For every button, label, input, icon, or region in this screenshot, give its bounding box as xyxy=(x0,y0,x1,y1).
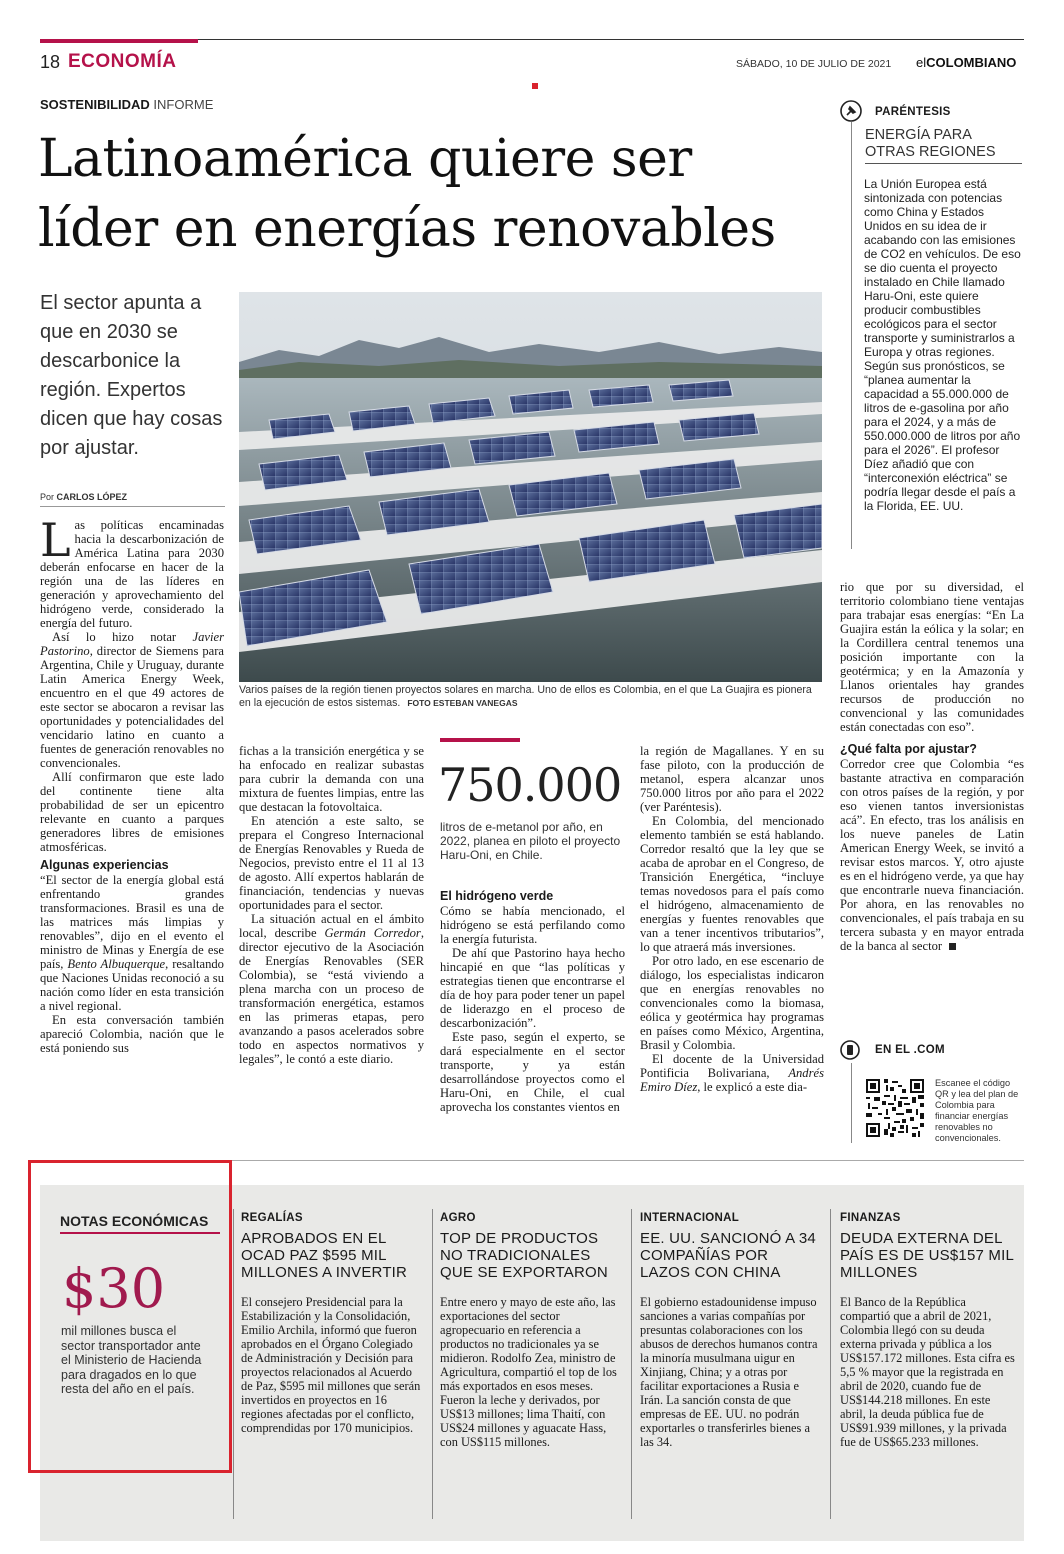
col3-subhead: El hidrógeno verde xyxy=(440,889,554,903)
newspaper-logo xyxy=(916,55,1016,70)
nota-agro xyxy=(440,1212,620,1449)
notas-big-text: mil millones busca el sector transportador ante el Ministerio de Hacienda para dragados en lo que resta del año en el país. xyxy=(61,1324,202,1396)
col1-person-name-2: Bento Albuquerque xyxy=(67,957,166,971)
col4-paragraph-2: En Colombia, del mencionado elemento también se está hablando. Corredor resaltó que la ley que se acaba de aprobar en el Congreso, de Transición Energética, “incluye temas novedosos para el país como el hidrógeno, almacenamiento de energías y fuentes renovables que van a tener incentivos tributarios”, lo que atraerá más inversiones. xyxy=(640,814,824,954)
nota-regalias xyxy=(241,1212,421,1435)
online-left-rule xyxy=(851,1063,852,1143)
nota-label: AGRO xyxy=(440,1212,476,1224)
byline-author: CARLOS LÓPEZ xyxy=(56,492,128,502)
article-column-4 xyxy=(640,744,824,1094)
col2-paragraph-3-end: , director ejecutivo de la Asociación de Energías Renovables (SER Colombia), se “está viviendo a plena marcha con un proceso de transformación energética, estamos en las primeras etapas, pero avanzando a pasos acelerados sobre todo en aspectos normativos y legales”, le contó a este diario. xyxy=(239,926,424,1066)
col1-paragraph-1: as políticas encaminadas hacia la descarbonización de América Latina para 2030 deberán enfocarse en hacer de la región una de las líderes en generación y aprovechamiento del hidrógeno verde, considerado la energía del futuro. xyxy=(40,518,224,630)
online-label: EN EL .COM xyxy=(875,1044,945,1056)
col3-paragraph-2: De ahí que Pastorino haya hecho hincapié en que “las políticas y estrategias tienen que encontrarse el día de hoy para poder tener un papel de liderazgo en el proceso de descarbonización”. xyxy=(440,946,625,1030)
sidebar-text: La Unión Europea está sintonizada con potencias como China y Estados Unidos en su idea de ir acabando con las emisiones de CO2 en vehículos. De eso se dio cuenta el proyecto instalado en Chile llamado Haru-Oni, este quiere producir combustibles ecológicos para el sector transporte y suministrarlos a Europa y otras regiones. Según sus pronósticos, se “planea aumentar la capacidad a 55.000.000 de litros de e-gasolina por año para el 2024, y a más de 550.000.000 de litros por año para el 2026”. El profesor Díez añadió que con “interconexión eléctrica” se podría llegar desde el país a la Florida, EE. UU. xyxy=(864,177,1021,513)
col5-paragraph-2: Corredor cree que Colombia “es bastante atractiva en comparación con otros países de la región, y por eso vienen tantos inversionistas acá”. En efecto, tras los análisis en los nueve paneles de Latin American Energy Week, se invitó a revisar estos marcos. Y, otro ajuste es en el hidrógeno verde, ya que hay que encontrarle nueva financiación. Por ahora, en las renovables no convencionales, el país trabaja en su tercera subasta y en mayor entrada de la banca al sector xyxy=(840,757,1024,953)
byline xyxy=(40,492,127,502)
stat-text: litros de e-metanol por año, en 2022, planea en piloto el proyecto Haru-Oni, en Chile. xyxy=(440,820,621,862)
nota-label: FINANZAS xyxy=(840,1212,901,1224)
nota-title: EE. UU. SANCIONÓ A 34 COMPAÑÍAS POR LAZOS CON CHINA xyxy=(640,1230,816,1281)
photo-caption xyxy=(239,684,822,710)
notas-divider-1 xyxy=(233,1209,234,1519)
article-column-1 xyxy=(40,513,224,1055)
headline-line-2: líder en energías renovables xyxy=(38,199,776,259)
col4-paragraph-4-start: El docente de la Universidad Pontificia Bolivariana, xyxy=(640,1052,824,1080)
nota-label: REGALÍAS xyxy=(241,1212,303,1224)
col2-paragraph-2: En atención a este salto, se prepara el Congreso Internacional de Energías Renovables y Rueda de Negocios, previsto entre el 11 al 13 de agosto. Allí expertos hablarán de financiación, tendencias y nuevas oportunidades para el sector. xyxy=(239,814,424,912)
nota-title: APROBADOS EN EL OCAD PAZ $595 MIL MILLONES A INVERTIR xyxy=(241,1230,408,1281)
col1-paragraph-5: En esta conversación también apareció Colombia, nación que le está poniendo sus xyxy=(40,1013,224,1055)
photo-caption-text: Varios países de la región tienen proyectos solares en marcha. Uno de ellos es Colombia, en el que La Guajira es pionera en la ejecución de estos sistemas. xyxy=(239,684,812,709)
col1-paragraph-2-end: , director de Siemens para Argentina, Chile y Uruguay, durante Latin America Energy Week, encuentro en el que 49 actores de este sector se abocaron a revisar las oportunidades y potencialidades del vencidario latino en cuanto a fuentes de generación renovables no convencionales. xyxy=(40,644,224,770)
nota-text: El Banco de la República compartió que a abril de 2021, Colombia llegó con su deuda externa privada y pública a los US$157.172 millones. Esta cifra es 5,5 % mayor que la registrada en abril de 2020, cuando fue de US$144.218 millones. En este abril, la deuda pública fue de US$91.939 millones, y la privada fue de US$65.233 millones. xyxy=(840,1295,1015,1449)
nota-internacional xyxy=(640,1212,820,1449)
section-name: ECONOMÍA xyxy=(68,51,177,72)
kicker-bold: SOSTENIBILIDAD xyxy=(40,97,150,112)
nota-text: El consejero Presidencial para la Estabilización y la Consolidación, Emilio Archila, informó que fueron aprobados en el Órgano Colegiado de Administración y Decisión para proyectos relacionados al Acuerdo de Paz, $595 mil millones que serán invertidos en proyectos en 16 regiones afectadas por el conflicto, comprendidas por 170 municipios. xyxy=(241,1295,421,1435)
col5-subhead: ¿Qué falta por ajustar? xyxy=(840,742,977,756)
kicker-light: INFORME xyxy=(153,97,214,112)
kicker xyxy=(40,97,213,112)
col1-paragraph-2-start: Así lo hizo notar xyxy=(52,630,193,644)
photo-credit: FOTO ESTEBAN VANEGAS xyxy=(407,698,518,708)
article-column-5 xyxy=(840,580,1024,953)
col2-paragraph-3-start: La situación actual en el ámbito local, describe xyxy=(239,912,424,940)
red-dot-mark xyxy=(532,83,538,89)
nota-title: TOP DE PRODUCTOS NO TRADICIONALES QUE SE EXPORTARON xyxy=(440,1230,608,1281)
pin-icon xyxy=(840,100,862,122)
page-number: 18 xyxy=(40,52,61,72)
highlight-box xyxy=(28,1160,232,1473)
notas-divider-4 xyxy=(830,1209,831,1519)
solar-farm-illustration xyxy=(239,292,822,682)
nota-label: INTERNACIONAL xyxy=(640,1212,740,1224)
nota-text: Entre enero y mayo de este año, las exportaciones del sector agropecuario en referencia a productos no tradicionales ya se midieron. Rodolfo Zea, ministro de Agricultura, compartió el top de los más exportados en esos meses. Fueron la leche y derivados, por US$13 millones; lima Thaití, con US$24 millones y aguacate Hass, con US$115 millones. xyxy=(440,1295,617,1449)
qr-circle-icon xyxy=(840,1040,860,1060)
nota-finanzas xyxy=(840,1212,1015,1449)
col2-paragraph-1: fichas a la transición energética y se ha enfocado en realizar subastas para cubrir la demanda con una mixtura de fuentes limpias, entre las que destacan la fotovoltaica. xyxy=(239,744,424,814)
col4-paragraph-3: Por otro lado, en ese escenario de diálogo, los especialistas indicaron que en energías renovables no convencionales como la biomasa, eólica y geotérmica hay programas en países como México, Argentina, Brasil y Colombia. xyxy=(640,954,824,1052)
col4-paragraph-1: la región de Magallanes. Y en su fase piloto, con la producción de metanol, espera alcanzar unos 750.000 litros por año para el 2022 (ver Paréntesis). xyxy=(640,744,824,814)
notas-big-number: $30 xyxy=(62,1257,166,1320)
col3-paragraph-1: Cómo se había mencionado, el hidrógeno se está perfilando como la energía futurista. xyxy=(440,904,625,946)
nota-title: DEUDA EXTERNA DEL PAÍS ES DE US$157 MIL MILLONES xyxy=(840,1230,1014,1281)
headline xyxy=(38,124,776,264)
col1-subhead: Algunas experiencias xyxy=(40,858,169,872)
online-text: Escanee el código QR y lea del plan de Colombia para financiar energías renovables no convencionales. xyxy=(935,1078,1019,1143)
issue-date: SÁBADO, 10 DE JULIO DE 2021 xyxy=(736,58,892,70)
headline-line-1: Latinoamérica quiere ser xyxy=(38,129,692,189)
col1-paragraph-4-end: , resaltando que Naciones Unidas reconoció a su nación como líder en esta transición a nivel regional. xyxy=(40,957,224,1013)
col4-person-name: Andrés Emiro Díez xyxy=(640,1066,824,1094)
solar-photo xyxy=(239,292,822,682)
sidebar-title: ENERGÍA PARA OTRAS REGIONES xyxy=(865,127,996,160)
col1-paragraph-3: Allí confirmaron que este lado del continente tiene alta probabilidad de ser un epicentro relevante en cuanto a parques generadores libres de emisiones atmosféricas. xyxy=(40,770,224,854)
drop-cap: L xyxy=(40,513,71,567)
nota-text: El gobierno estadounidense impuso sanciones a varias compañías por presuntas colaboraciones con los abusos de derechos humanos contra la minoría musulmana uigur en Xinjiang, China; y a otras por facilitar exportaciones a Rusia e Irán. La sanción consta de que empresas de EE. UU. no podrán exportarles o transferirles bienes a las 34. xyxy=(640,1295,818,1449)
end-mark-icon xyxy=(949,943,956,950)
qr-code[interactable] xyxy=(864,1077,926,1139)
logo-prefix: el xyxy=(916,55,927,70)
sidebar-left-rule xyxy=(851,122,852,549)
byline-prefix: Por xyxy=(40,492,55,502)
sidebar-title-rule xyxy=(865,163,1022,164)
col4-paragraph-4-end: , le explicó a este dia- xyxy=(697,1080,808,1094)
col5-paragraph-1: rio que por su diversidad, el territorio colombiano tiene ventajas para trabajar esas energías: “En La Guajira están la eólica y la solar; en la Cordillera central tenemos una posición importante con la geotérmica; y en la Amazonía y Llanos orientales hay grandes recursos de producción no convencional y las comunidades están conectadas con eso”. xyxy=(840,580,1024,734)
sidebar-label: PARÉNTESIS xyxy=(875,106,951,118)
deck: El sector apunta a que en 2030 se descarbonice la región. Expertos dicen que hay cosas por ajustar. xyxy=(40,292,223,459)
col1-paragraph-4-start: “El sector de la energía global está enfrentando grandes transformaciones. Brasil es una de las matrices más limpias y renovables”, dijo en el evento el ministro de Minas y Energía de ese país, xyxy=(40,873,224,971)
notas-divider-2 xyxy=(432,1209,433,1519)
notas-divider-3 xyxy=(631,1209,632,1519)
article-column-3 xyxy=(440,889,625,1114)
section-accent-bar xyxy=(40,39,198,43)
col1-person-name-1: Javier Pastorino xyxy=(40,630,224,658)
stat-number: 750.000 xyxy=(438,758,622,812)
byline-rule xyxy=(40,506,225,507)
col3-paragraph-3: Este paso, según el experto, se dará especialmente en el sector transporte, y ya están desarrollándose proyectos como el Haru-Oni, en Chile, el cual aprovecha los constantes vientos en xyxy=(440,1030,625,1114)
article-column-2 xyxy=(239,744,424,1066)
stat-accent-bar xyxy=(440,738,520,742)
logo-name: COLOMBIANO xyxy=(926,55,1017,70)
notas-label: NOTAS ECONÓMICAS xyxy=(60,1213,209,1229)
col2-person-name: Germán Corredor xyxy=(324,926,421,940)
